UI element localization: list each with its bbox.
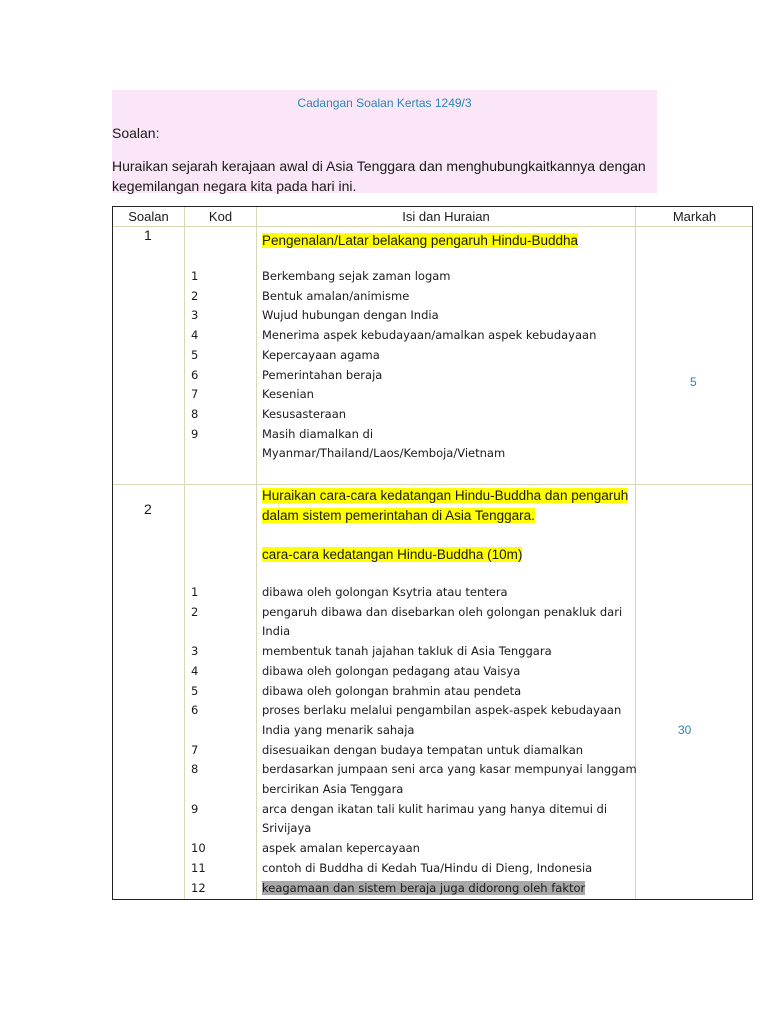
kod-number: 8 (191, 762, 199, 777)
isi-item: Kesenian (262, 387, 314, 402)
row1-markah: 5 (690, 375, 697, 389)
row2-isi-list (262, 583, 637, 898)
kod-number: 8 (191, 406, 199, 421)
isi-item: Kepercayaan agama (262, 347, 380, 362)
isi-item: aspek amalan kepercayaan (262, 841, 420, 856)
kod-number: 1 (191, 585, 199, 599)
row-divider (113, 484, 752, 485)
row2-soalan-number: 2 (144, 501, 152, 517)
isi-item: berdasarkan jumpaan seni arca yang kasar mempunyai langgam bercirikan Asia Tenggara (262, 762, 637, 797)
paper-title: Cadangan Soalan Kertas 1249/3 (297, 96, 472, 110)
isi-item: Berkembang sejak zaman logam (262, 269, 451, 283)
header-kod: Kod (208, 209, 233, 224)
kod-number: 4 (191, 663, 199, 678)
isi-item: dibawa oleh golongan Ksytria atau tentera (262, 585, 508, 599)
row2-heading: Huraikan cara-cara kedatangan Hindu-Buddha dan pengaruh dalam sistem pemerintahan di Asia Tenggara. (262, 488, 629, 523)
isi-item: proses berlaku melalui pengambilan aspek-aspek kebudayaan India yang menarik sahaja (262, 703, 622, 737)
row2-markah: 30 (678, 723, 692, 737)
row2-subheading: cara-cara kedatangan Hindu-Buddha (10m) (262, 547, 523, 562)
kod-number: 2 (191, 288, 199, 303)
kod-number: 5 (191, 347, 199, 362)
row1-kod-list (191, 267, 198, 444)
row1-isi-list (262, 267, 637, 464)
soalan-label: Soalan: (112, 125, 160, 141)
isi-item: pengaruh dibawa dan disebarkan oleh golongan penakluk dari India (262, 604, 623, 639)
kod-number: 7 (191, 742, 199, 757)
row-divider (113, 226, 752, 227)
kod-number: 3 (191, 308, 199, 323)
row1-soalan-number: 1 (144, 227, 152, 243)
isi-item: dibawa oleh golongan pedagang atau Vaisya (262, 663, 521, 678)
isi-item: Menerima aspek kebudayaan/amalkan aspek kebudayaan (262, 328, 597, 343)
column-divider (256, 207, 257, 899)
row1-heading: Pengenalan/Latar belakang pengaruh Hindu-Buddha (262, 233, 579, 248)
kod-number: 12 (191, 880, 206, 895)
isi-item: disesuaikan dengan budaya tempatan untuk diamalkan (262, 742, 584, 757)
header-markah: Markah (672, 209, 717, 224)
kod-number: 10 (191, 841, 206, 856)
kod-number: 6 (191, 703, 199, 718)
kod-number: 7 (191, 387, 199, 402)
soalan-text: Huraikan sejarah kerajaan awal di Asia Tenggara dan menghubungkaitkannya dengan kegemilangan negara kita pada hari ini. (112, 158, 646, 194)
isi-item: membentuk tanah jajahan takluk di Asia Tenggara (262, 644, 552, 659)
question-header (112, 90, 657, 193)
isi-item: Wujud hubungan dengan India (262, 308, 439, 323)
isi-item: Pemerintahan beraja (262, 367, 383, 382)
row2-kod-list (191, 583, 206, 898)
kod-number: 3 (191, 644, 199, 659)
kod-number: 1 (191, 269, 199, 283)
header-isi: Isi dan Huraian (402, 209, 490, 224)
kod-number: 5 (191, 683, 199, 698)
isi-item: arca dengan ikatan tali kulit harimau yang hanya ditemui di Srivijaya (262, 801, 608, 836)
isi-item: Kesusasteraan (262, 406, 347, 421)
answer-table (112, 206, 753, 900)
kod-number: 4 (191, 328, 199, 343)
isi-item: contoh di Buddha di Kedah Tua/Hindu di Dieng, Indonesia (262, 860, 593, 875)
isi-item: Masih diamalkan di Myanmar/Thailand/Laos/Kemboja/Vietnam (262, 426, 506, 461)
kod-number: 6 (191, 367, 199, 382)
kod-number: 9 (191, 426, 199, 441)
header-soalan: Soalan (128, 209, 169, 224)
isi-item: Bentuk amalan/animisme (262, 288, 410, 303)
kod-number: 11 (191, 860, 206, 875)
kod-number: 2 (191, 604, 199, 619)
isi-item: dibawa oleh golongan brahmin atau pendeta (262, 683, 522, 698)
column-divider (184, 207, 185, 899)
kod-number: 9 (191, 801, 199, 816)
isi-item: keagamaan dan sistem beraja juga didorong oleh faktor (262, 880, 586, 895)
